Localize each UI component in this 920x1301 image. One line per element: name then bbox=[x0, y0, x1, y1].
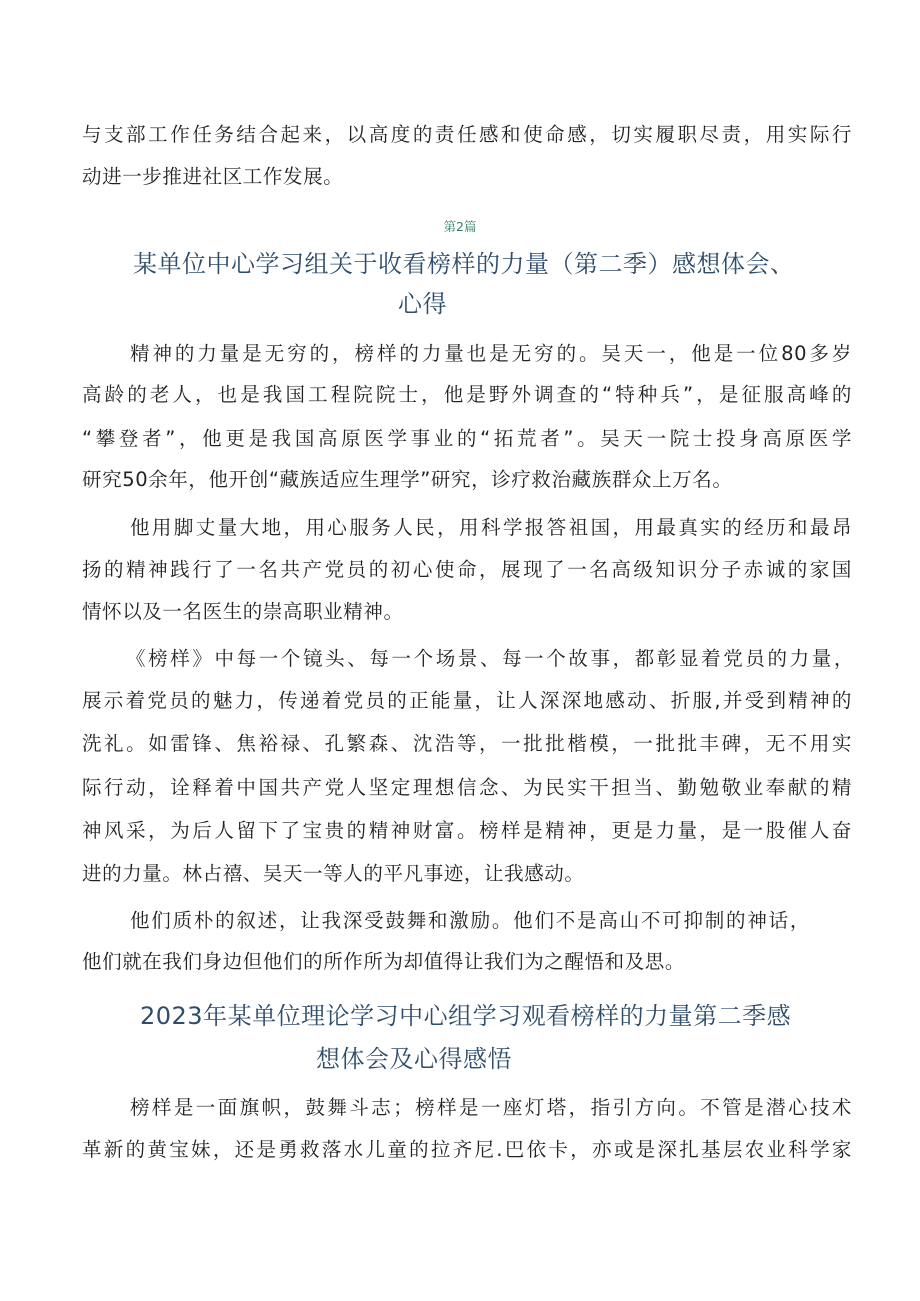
paragraph-line: 情怀以及一名医生的崇高职业精神。 bbox=[82, 600, 404, 623]
paragraph-line: 革新的黄宝妹，还是勇救落水儿童的拉齐尼.巴依卡，亦或是深扎基层农业科学家 bbox=[82, 1138, 852, 1161]
section-title-line-2: 心得 bbox=[398, 290, 447, 318]
paragraph-line: 扬的精神践行了一名共产党员的初心使命，展现了一名高级知识分子赤诚的家国 bbox=[82, 558, 852, 581]
paragraph-line: 神风采，为后人留下了宝贵的精神财富。榜样是精神，更是力量，是一股催人奋 bbox=[82, 819, 852, 842]
paragraph-line: 他们就在我们身边但他们的所作所为却值得让我们为之醒悟和及思。 bbox=[82, 950, 686, 973]
intro-line-2: 动进一步推进社区工作发展。 bbox=[82, 165, 344, 188]
paragraph-line: 他用脚丈量大地，用心服务人民，用科学报答祖国，用最真实的经历和最昂 bbox=[130, 516, 852, 539]
paragraph-line: 洗礼。如雷锋、焦裕禄、孔繁森、沈浩等，一批批楷模，一批批丰碑，无不用实 bbox=[82, 732, 852, 755]
paragraph-line: “攀登者”，他更是我国高原医学事业的“拓荒者”。吴天一院士投身高原医学 bbox=[82, 427, 852, 450]
paragraph-line: 《榜样》中每一个镜头、每一个场景、每一个故事，都彰显着党员的力量， bbox=[126, 647, 854, 670]
paragraph-line: 研究50余年，他开创“藏族适应生理学”研究，诊疗救治藏族群众上万名。 bbox=[82, 468, 733, 491]
paragraph-line: 展示着党员的魅力，传递着党员的正能量，让人深深地感动、折服,并受到精神的 bbox=[82, 689, 852, 712]
section-title-line-1: 2023年某单位理论学习中心组学习观看榜样的力量第二季感 bbox=[140, 1002, 792, 1030]
section-title-line-1: 某单位中心学习组关于收看榜样的力量（第二季）感想体会、 bbox=[133, 250, 795, 278]
paragraph-line: 他们质朴的叙述，让我深受鼓舞和激励。他们不是高山不可抑制的神话， bbox=[130, 909, 810, 932]
section-label: 第2篇 bbox=[443, 219, 477, 234]
paragraph-line: 精神的力量是无穷的，榜样的力量也是无穷的。吴天一，他是一位80多岁 bbox=[130, 342, 852, 365]
section-title-line-2: 想体会及心得感悟 bbox=[316, 1045, 512, 1073]
paragraph-line: 际行动，诠释着中国共产党人坚定理想信念、为民实干担当、勤勉敬业奉献的精 bbox=[82, 776, 852, 799]
paragraph-line: 进的力量。林占禧、吴天一等人的平凡事迹，让我感动。 bbox=[82, 862, 585, 885]
paragraph-line: 榜样是一面旗帜，鼓舞斗志；榜样是一座灯塔，指引方向。不管是潜心技术 bbox=[130, 1096, 852, 1119]
intro-line-1: 与支部工作任务结合起来，以高度的责任感和使命感，切实履职尽责，用实际行 bbox=[82, 123, 852, 146]
paragraph-line: 高龄的老人，也是我国工程院院士，他是野外调查的“特种兵”，是征服高峰的 bbox=[82, 383, 852, 406]
